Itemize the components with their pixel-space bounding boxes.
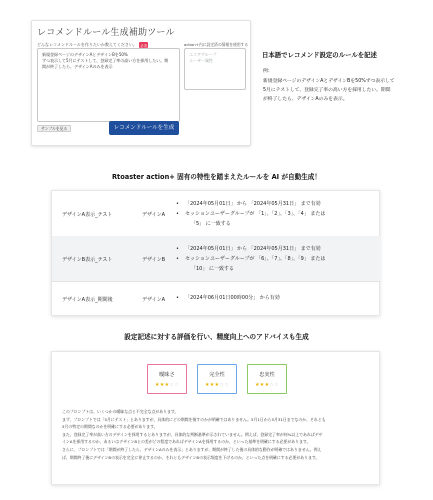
rule-conditions — [176, 244, 376, 274]
score-label: 完全性 — [209, 372, 225, 378]
recommend-rule-tool-window — [31, 20, 251, 146]
star-filled-icon: ★ — [255, 382, 260, 388]
rule-condition: • セッションユーザーグループが 「6」、「7」、「8」、「9」 または — [176, 256, 326, 262]
generate-rule-button[interactable]: レコメンドルールを生成 — [109, 121, 179, 135]
star-empty-icon: ☆ — [174, 382, 179, 388]
star-rating-icon — [248, 382, 286, 388]
rules-section-heading: Rtoaster action+ 固有の特性を踏まえたルールを AI が自動生成！ — [111, 173, 321, 181]
rule-row — [52, 236, 381, 281]
side-input-label: action+内に設定済の情報を使用する — [184, 42, 249, 47]
rule-condition-continued: 「5」 に一致する — [191, 221, 231, 227]
evaluation-advice-text — [62, 408, 374, 461]
advice-line: インAを採用するのか、あるいはデザインBとの差がどの程度であればデザインAを採用するのか、といった基準を明確にする必要があります。 — [62, 439, 311, 445]
show-sample-button[interactable]: サンプルを見る — [37, 125, 71, 132]
score-label: 忠実性 — [259, 372, 275, 378]
star-filled-icon: ★ — [159, 382, 165, 388]
star-empty-icon: ☆ — [269, 382, 275, 388]
star-filled-icon: ★ — [214, 382, 220, 388]
generated-rules-card — [51, 190, 380, 316]
rule-row — [52, 281, 381, 317]
rule-name: デザインA表示_期間後 — [62, 297, 113, 303]
star-empty-icon: ☆ — [169, 382, 175, 388]
star-empty-icon: ☆ — [274, 382, 279, 388]
score-label: 曖昧さ — [159, 372, 175, 378]
rule-conditions — [176, 199, 376, 229]
rule-design: デザインA — [142, 297, 166, 303]
star-empty-icon: ☆ — [224, 382, 229, 388]
rule-design: デザインB — [142, 257, 166, 263]
advice-line: また、登録完了率が高い方のデザインを採用するとありますが、具体的な判断基準が示されていません。例えば、登録完了率が何%以上であればデザ — [62, 431, 323, 437]
rule-condition: • 「2024年06月01日00時00分」 から有効 — [176, 295, 280, 301]
advice-line: 5月の特定の期間なのかを明確にする必要があります。 — [62, 424, 158, 430]
tool-title: レコメンドルール生成補助ツール — [37, 28, 175, 38]
preset-info-textarea[interactable]: ユコアグループ ユーザー属性 — [184, 48, 246, 90]
star-filled-icon: ★ — [264, 382, 270, 388]
star-rating-icon — [198, 382, 236, 388]
star-empty-icon: ☆ — [219, 382, 225, 388]
advice-line: このプロンプトは、いくつかの曖昧な点と不完全な点があります。 — [62, 409, 179, 414]
rule-name: デザインA表示_テスト — [62, 212, 113, 218]
rule-condition: • 「2024年05月01日」 から 「2024年05月31日」 まで有効 — [176, 201, 321, 207]
rule-name: デザインB表示_テスト — [62, 257, 113, 263]
required-badge: 必須 — [140, 43, 147, 48]
rule-description-textarea[interactable]: 新規登録ページのデザインAとデザインBを50% ずつ表示して5月にテストして、登録完了率の高い方を採用したい。期 間が終了したら、デザインAのみを表示 — [37, 48, 180, 122]
advice-line: さらに、プロンプトでは「期間が終了したら、デザインAのみを表示」とありますが、期間が終了した後の具体的な動作が明確ではありません。例え — [62, 446, 322, 452]
rule-design: デザインA — [142, 212, 166, 218]
rule-condition-continued: 「10」 に一致する — [191, 266, 234, 272]
rule-condition: • 「2024年05月01日」 から 「2024年05月31日」 まで有効 — [176, 246, 321, 252]
rule-condition: • セッションユーザーグループが 「1」、「2」、「3」、「4」 または — [176, 211, 326, 217]
evaluation-section-heading: 設定記述に対する評価を行い、精度向上へのアドバイスも生成 — [124, 333, 309, 341]
star-filled-icon: ★ — [164, 382, 170, 388]
example-text: 新規登録ページのデザインAとデザインBを50%ずつ表示して5月にテストして、登録完了率の高い方を採用したい。期間が終了したら、デザインAのみを表示。 — [263, 79, 395, 102]
example-label: 例： — [263, 69, 273, 74]
description-heading: 日本語でレコメンド設定のルールを記述 — [262, 51, 377, 59]
star-filled-icon: ★ — [155, 382, 160, 388]
advice-line: まず、プロンプトでは「5月にテスト」とありますが、具体的にどの期間を指すのかが明確ではありません。5月1日から5月31日までなのか、それとも — [62, 416, 326, 422]
rule-row — [52, 191, 381, 236]
star-filled-icon: ★ — [209, 382, 215, 388]
star-filled-icon: ★ — [205, 382, 210, 388]
prompt-label-text: どんなレコメンドルールを作りたいか教えてください。 — [37, 42, 137, 47]
star-rating-icon — [148, 382, 186, 388]
advice-line: ば、期間終了後にデザインBの表示を完全に停止するのか、それともデザインBの表示頻度を下げるのか、といった点を明確にする必要があります。 — [62, 454, 320, 460]
rule-conditions — [176, 293, 376, 303]
score-box-ambiguity — [147, 364, 187, 394]
score-box-completeness — [197, 364, 237, 394]
evaluation-card — [51, 351, 380, 485]
star-filled-icon: ★ — [259, 382, 265, 388]
score-box-fidelity — [247, 364, 287, 394]
